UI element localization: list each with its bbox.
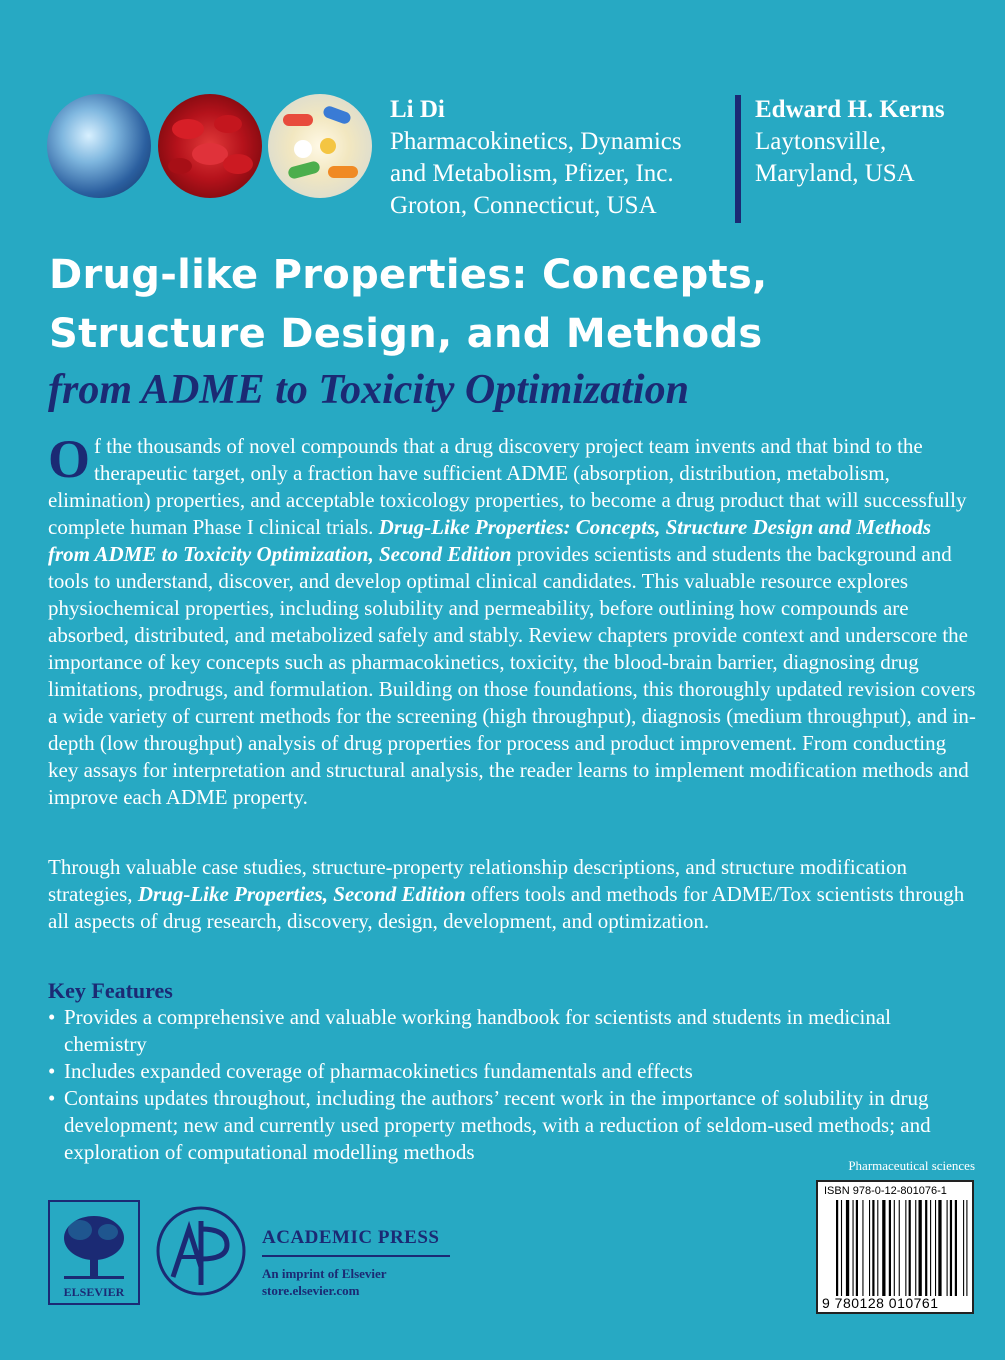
book-title xyxy=(49,246,768,364)
description-text: provides scientists and students the background and tools to understand, discover, and develop optimal clinical candidates. This valuable resource explores physiochemical properties, including solubility and permeability, before outlining how compounds are absorbed, distributed, and metabolized safely and stably. Review chapters provide context and underscore the importance of key concepts such as pharmacokinetics, toxicity, the blood-brain barrier, diagnosing drug limitations, prodrugs, and formulation. Building on those foundations, this thoroughly updated revision covers a wide variety of current methods for the screening (high throughput), diagnosis (medium throughput), and in-depth (low throughput) analysis of drug properties for process and product improvement. From conducting key assays for interpretation and structural analysis, the reader learns to implement modification methods and improve each ADME property. xyxy=(48,542,976,809)
key-features-list xyxy=(48,1004,978,1166)
author-name: Li Di xyxy=(390,96,445,123)
barcode-bar xyxy=(919,1200,922,1296)
author-name: Edward H. Kerns xyxy=(755,96,945,123)
barcode-bar xyxy=(905,1200,906,1296)
barcode-bars xyxy=(836,1200,970,1296)
barcode-bar xyxy=(947,1200,948,1296)
barcode-bar xyxy=(882,1200,885,1296)
title-line-1: Drug-like Properties: Concepts, xyxy=(49,252,768,298)
author-block-2 xyxy=(755,94,945,190)
list-item: • Contains updates throughout, including the authors’ recent work in the importance of solubility in drug development; new and currently used property methods, with a reduction of seldom-used methods; and exploration of computational modelling methods xyxy=(48,1085,978,1166)
barcode-bar xyxy=(889,1200,891,1296)
author-divider xyxy=(735,95,741,223)
isbn-label: ISBN 978-0-12-801076-1 xyxy=(824,1185,947,1197)
barcode-bar xyxy=(877,1200,878,1296)
author-affiliation-line: Laytonsville, xyxy=(755,128,887,155)
barcode-bar xyxy=(935,1200,936,1296)
barcode-bar xyxy=(899,1200,900,1296)
barcode-bar xyxy=(909,1200,911,1296)
barcode-number: 9 780128 010761 xyxy=(822,1295,939,1311)
author-affiliation-line: Pharmacokinetics, Dynamics xyxy=(390,128,682,155)
blood-cells-image xyxy=(158,94,262,198)
elsevier-tree-icon xyxy=(50,1206,138,1286)
description-paragraph-1 xyxy=(48,429,978,811)
publisher-imprint: An imprint of Elsevier xyxy=(262,1266,387,1281)
author-affiliation-line: and Metabolism, Pfizer, Inc. xyxy=(390,160,674,187)
barcode-bar xyxy=(915,1200,916,1296)
category-label: Pharmaceutical sciences xyxy=(848,1158,975,1173)
list-item: • Includes expanded coverage of pharmacokinetics fundamentals and effects xyxy=(48,1058,978,1085)
description-text: f the thousands of novel compounds that a drug discovery project team invents and that bind to the therapeutic target, only a fraction have sufficient ADME (absorption, distribution, metabolism, elimination) properties, and acceptable toxicology properties, to become a drug product that will successfully complete human Phase I clinical trials. xyxy=(48,434,967,539)
barcode-bar xyxy=(841,1200,842,1296)
barcode-bar xyxy=(872,1200,874,1296)
barcode-bar xyxy=(856,1200,858,1296)
barcode-bar xyxy=(938,1200,941,1296)
author-affiliation-line: Maryland, USA xyxy=(755,160,915,187)
author-block-1 xyxy=(390,94,682,222)
pills-photo xyxy=(268,94,372,198)
barcode-bar xyxy=(853,1200,854,1296)
barcode-bar xyxy=(950,1200,952,1296)
book-subtitle: from ADME to Toxicity Optimization xyxy=(48,367,689,413)
elsevier-label: ELSEVIER xyxy=(63,1285,125,1299)
description-paragraph-2 xyxy=(48,854,978,935)
book-title-inline: Drug-Like Properties, Second Edition xyxy=(137,882,466,906)
publisher-name: ACADEMIC PRESS xyxy=(262,1227,440,1248)
book-title-inline: Drug-Like Properties: Concepts, Structure Design and Methods from ADME to Toxicity Optimization, Second Edition xyxy=(48,515,932,566)
barcode-bar xyxy=(963,1200,964,1296)
barcode-bar xyxy=(925,1200,927,1296)
title-line-2: Structure Design, and Methods xyxy=(49,311,763,357)
drop-cap: O xyxy=(48,429,91,489)
description-text: Through valuable case studies, structure-property relationship descriptions, and structure modification strategies, xyxy=(48,855,908,906)
description-text: offers tools and methods for ADME/Tox scientists through all aspects of drug research, discovery, design, development, and optimization. xyxy=(48,882,965,933)
barcode-bar xyxy=(894,1200,895,1296)
barcode-bar xyxy=(930,1200,931,1296)
barcode-bar xyxy=(869,1200,870,1296)
isbn-barcode xyxy=(816,1180,974,1314)
barcode-bar xyxy=(862,1200,863,1296)
author-affiliation-line: Groton, Connecticut, USA xyxy=(390,192,657,219)
blood-cells-photo xyxy=(158,94,262,198)
barcode-bar xyxy=(846,1200,849,1296)
list-item: • Provides a comprehensive and valuable working handbook for scientists and students in medicinal chemistry xyxy=(48,1004,978,1058)
barcode-bar xyxy=(836,1200,838,1296)
lab-glassware-photo xyxy=(47,94,151,198)
elsevier-logo xyxy=(48,1200,140,1305)
barcode-bar xyxy=(966,1200,967,1296)
key-features-heading: Key Features xyxy=(48,978,173,1003)
academic-press-logo-icon xyxy=(155,1205,247,1297)
barcode-bar xyxy=(955,1200,957,1296)
publisher-website: store.elsevier.com xyxy=(262,1283,360,1298)
pills-image xyxy=(268,94,372,198)
publisher-underline xyxy=(262,1255,450,1257)
